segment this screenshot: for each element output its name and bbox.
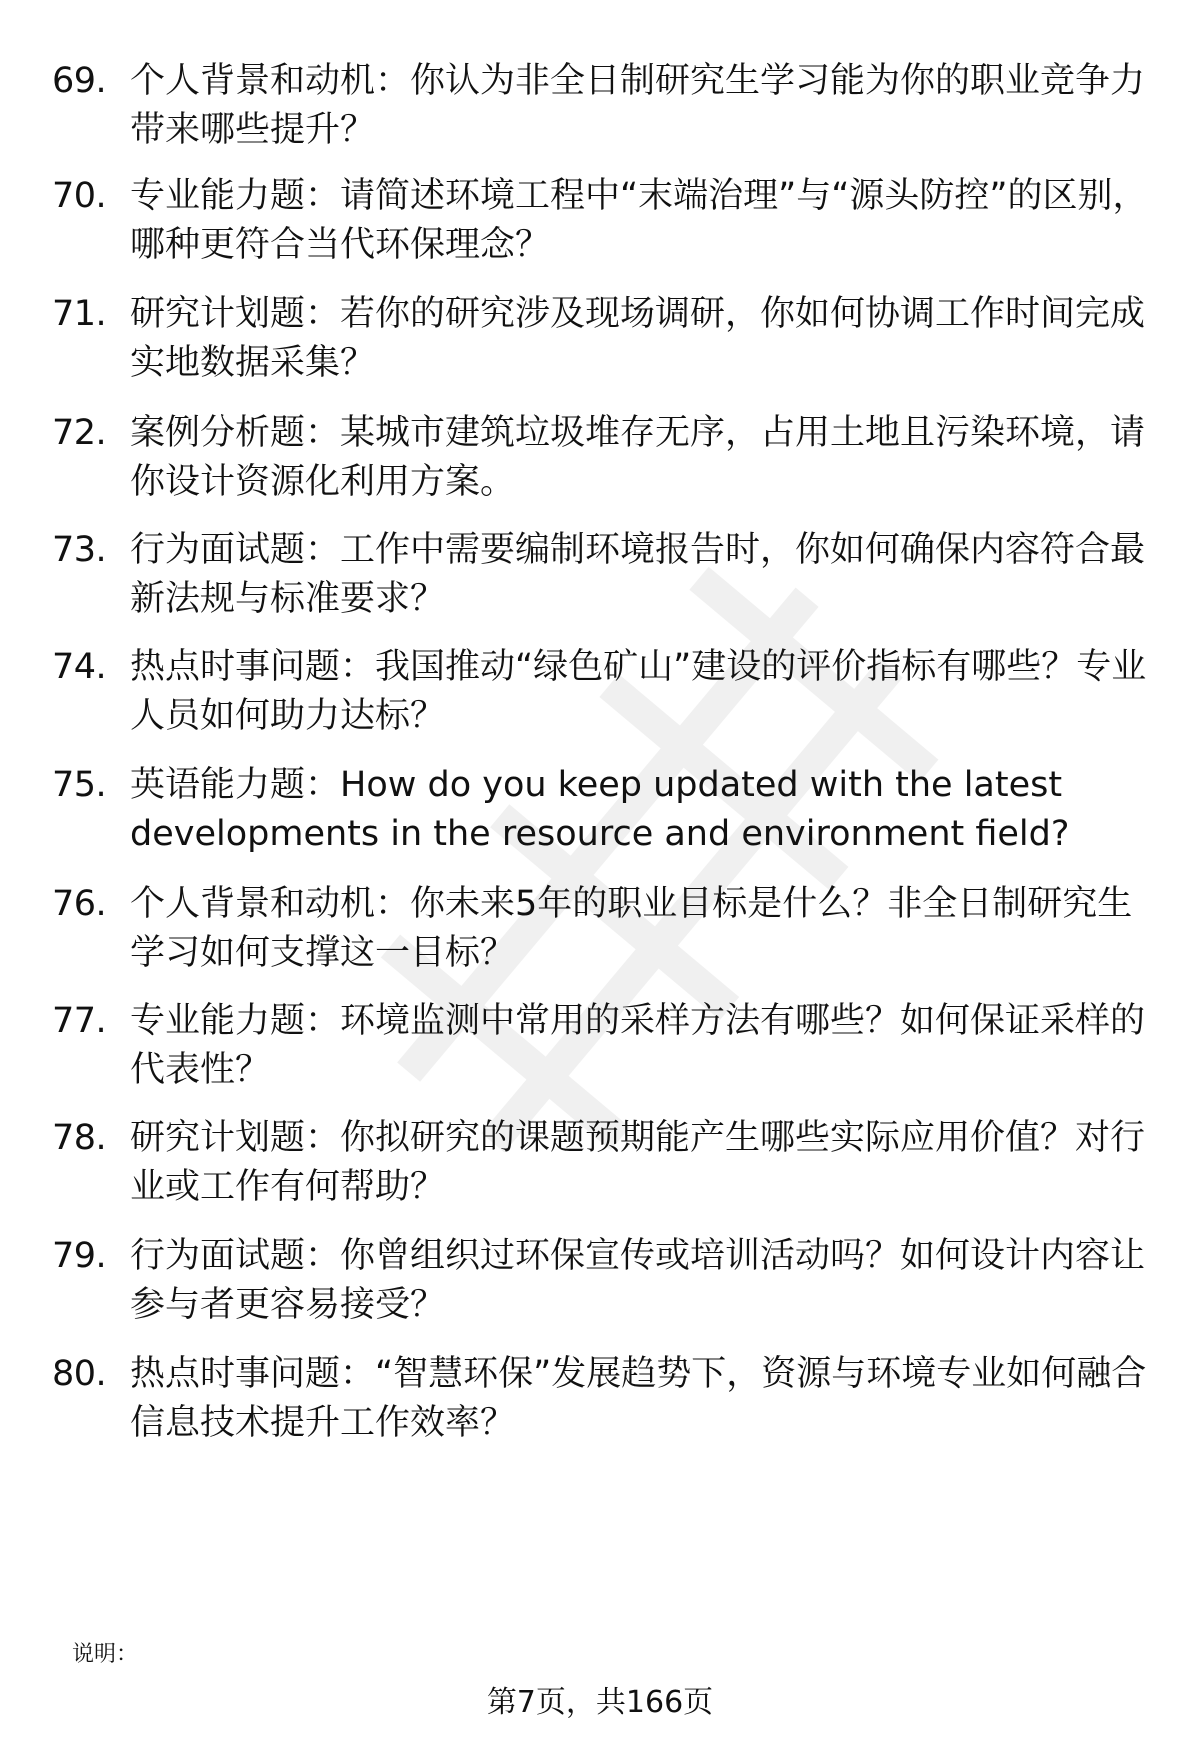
page-number: 第7页，共166页 — [486, 1685, 714, 1720]
question-item — [52, 1350, 1162, 1448]
question-text: 热点时事问题：我国推动“绿色矿山”建设的评价指标有哪些？专业人员如何助力达标？ — [130, 647, 1147, 736]
question-number: 70. — [52, 176, 107, 216]
question-text: 案例分析题：某城市建筑垃圾堆存无序，占用土地且污染环境，请你设计资源化利用方案。 — [130, 413, 1146, 502]
question-text: 研究计划题：你拟研究的课题预期能产生哪些实际应用价值？对行业或工作有何帮助？ — [130, 1118, 1146, 1207]
question-number: 72. — [52, 413, 107, 453]
question-item — [52, 643, 1162, 741]
question-text: 热点时事问题：“智慧环保”发展趋势下，资源与环境专业如何融合信息技术提升工作效率？ — [130, 1354, 1147, 1443]
question-item — [52, 290, 1162, 388]
question-item — [52, 57, 1162, 155]
question-text: 专业能力题：请简述环境工程中“末端治理”与“源头防控”的区别，哪种更符合当代环保理念？ — [130, 176, 1148, 265]
question-text: 个人背景和动机：你未来5年的职业目标是什么？非全日制研究生学习如何支撑这一目标？ — [130, 884, 1133, 973]
question-item — [52, 526, 1162, 624]
question-text: 行为面试题：工作中需要编制环境报告时，你如何确保内容符合最新法规与标准要求？ — [130, 530, 1146, 619]
question-number: 79. — [52, 1236, 107, 1276]
question-item — [52, 1114, 1162, 1212]
question-number: 76. — [52, 884, 107, 924]
question-text: 行为面试题：你曾组织过环保宣传或培训活动吗？如何设计内容让参与者更容易接受？ — [130, 1236, 1146, 1325]
question-number: 78. — [52, 1118, 107, 1158]
question-item — [52, 1232, 1162, 1330]
question-text: 个人背景和动机：你认为非全日制研究生学习能为你的职业竞争力带来哪些提升？ — [130, 61, 1146, 150]
question-number: 69. — [52, 61, 107, 101]
question-text: 专业能力题：环境监测中常用的采样方法有哪些？如何保证采样的代表性？ — [130, 1001, 1146, 1090]
question-item — [52, 997, 1162, 1095]
question-number: 75. — [52, 765, 107, 805]
question-number: 80. — [52, 1354, 107, 1394]
question-number: 73. — [52, 530, 107, 570]
question-item — [52, 172, 1162, 270]
question-text: 研究计划题：若你的研究涉及现场调研，你如何协调工作时间完成实地数据采集？ — [130, 294, 1146, 383]
question-number: 77. — [52, 1001, 107, 1041]
question-item — [52, 880, 1162, 978]
question-number: 74. — [52, 647, 107, 687]
question-item — [52, 761, 1162, 859]
question-number: 71. — [52, 294, 107, 334]
note-label: 说明： — [72, 1642, 139, 1667]
question-text: 英语能力题：How do you keep updated with the latest developments in the resource and environment field? — [130, 765, 1070, 854]
question-item — [52, 409, 1162, 507]
